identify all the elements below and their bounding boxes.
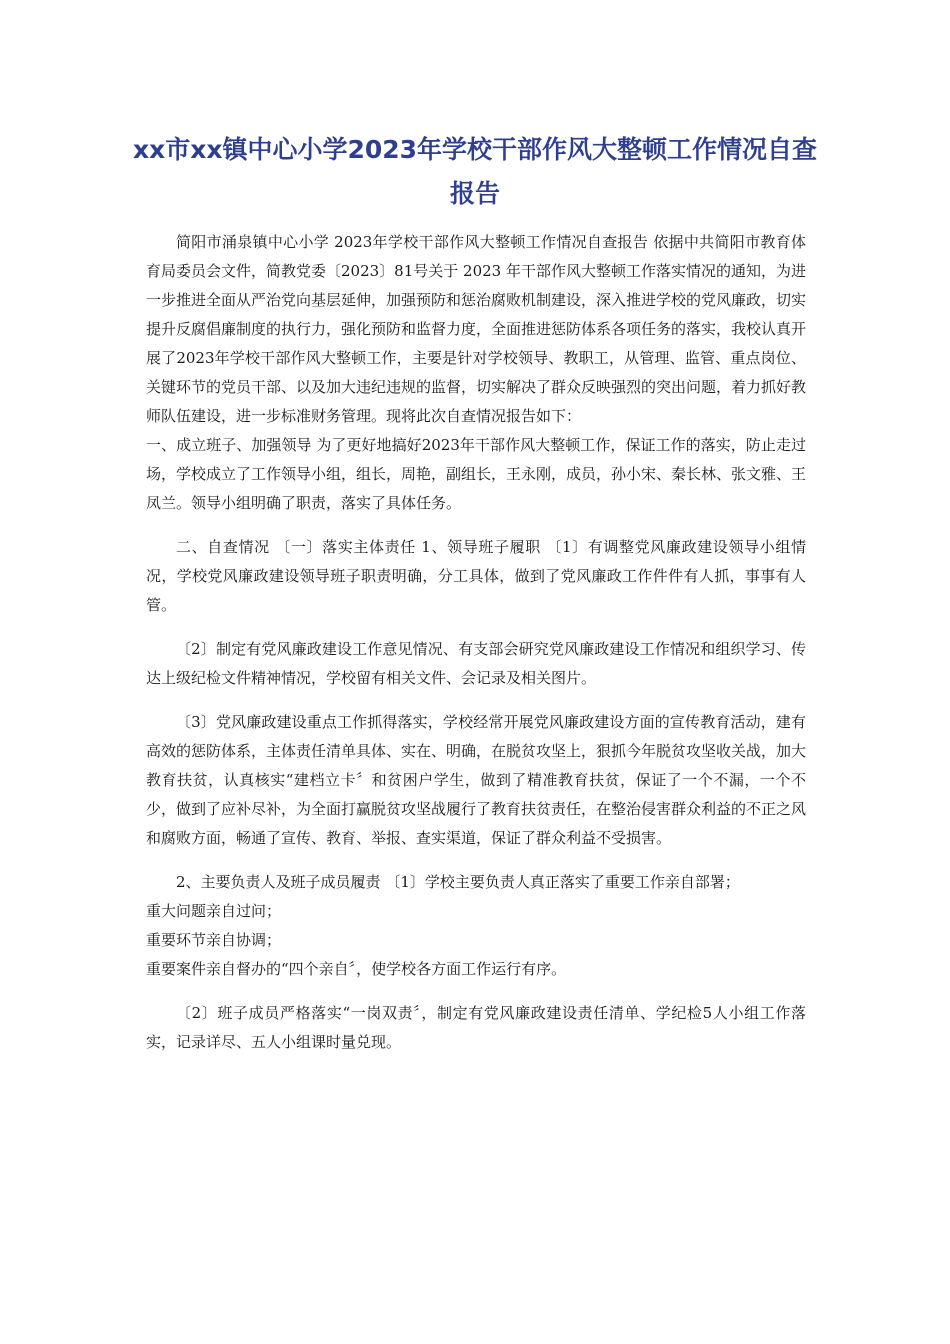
document-title-line-1: xx市xx镇中心小学2023年学校干部作风大整顿工作情况自查 bbox=[132, 135, 818, 164]
document-title-line-2: 报告 bbox=[449, 179, 500, 208]
paragraph-line-major-issues: 重大问题亲自过问； bbox=[146, 902, 282, 920]
document-body bbox=[146, 228, 806, 1057]
paragraph-line-key-cases: 重要案件亲自督办的“四个亲自〞，使学校各方面工作运行有序。 bbox=[146, 960, 567, 978]
paragraph-section-2: 二、自查情况 〔一〕落实主体责任 1、领导班子履职 〔1〕有调整党风廉政建设领导小组情况，学校党风廉政建设领导班子职责明确，分工具体，做到了党风廉政工作件件有人抓，事事有人管。 bbox=[146, 538, 806, 614]
paragraph-member-duty: 〔2〕班子成员严格落实“一岗双责〞，制定有党风廉政建设责任清单、学纪检5人小组工作落实，记录详尽、五人小组课时量兑现。 bbox=[146, 1004, 806, 1051]
paragraph-leader-duty: 2、主要负责人及班子成员履责 〔1〕学校主要负责人真正落实了重要工作亲自部署； bbox=[176, 873, 740, 891]
paragraph-section-1: 一、成立班子、加强领导 为了更好地搞好2023年干部作风大整顿工作，保证工作的落实，防止走过场，学校成立了工作领导小组，组长，周艳，副组长，王永刚，成员，孙小宋、秦长林、张文雅、王凤兰。领导小组明确了职责，落实了具体任务。 bbox=[146, 436, 807, 512]
paragraph-item-3: 〔3〕党风廉政建设重点工作抓得落实，学校经常开展党风廉政建设方面的宣传教育活动，建有高效的惩防体系，主体责任清单具体、实在、明确，在脱贫攻坚上，狠抓今年脱贫攻坚收关战，加大教育扶贫，认真核实“建档立卡〞和贫困户学生，做到了精准教育扶贫，保证了一个不漏，一个不少，做到了应补尽补，为全面打赢脱贫攻坚战履行了教育扶贫责任，在整治侵害群众利益的不正之风和腐败方面，畅通了宣传、教育、举报、查实渠道，保证了群众利益不受损害。 bbox=[146, 713, 807, 847]
paragraph-item-2: 〔2〕制定有党风廉政建设工作意见情况、有支部会研究党风廉政建设工作情况和组织学习、传达上级纪检文件精神情况，学校留有相关文件、会记录及相关图片。 bbox=[146, 640, 806, 687]
paragraph-intro: 简阳市涌泉镇中心小学 2023年学校干部作风大整顿工作情况自查报告 依据中共简阳市教育体育局委员会文件，简教党委〔2023〕81号关于 2023 年干部作风大整顿工作落实情况的通知，为进一步推进全面从严治党向基层延伸，加强预防和惩治腐败机制建设，深入推进学校的党风廉政，切实提升反腐倡廉制度的执行力，强化预防和监督力度，全面推进惩防体系各项任务的落实，我校认真开展了2023年学校干部作风大整顿工作，主要是针对学校领导、教职工，从管理、监管、重点岗位、关键环节的党员干部、以及加大违纪违规的监督，切实解决了群众反映强烈的突出问题，着力抓好教师队伍建设，进一步标准财务管理。现将此次自查情况报告如下： bbox=[146, 233, 807, 425]
paragraph-line-key-links: 重要环节亲自协调； bbox=[146, 931, 282, 949]
